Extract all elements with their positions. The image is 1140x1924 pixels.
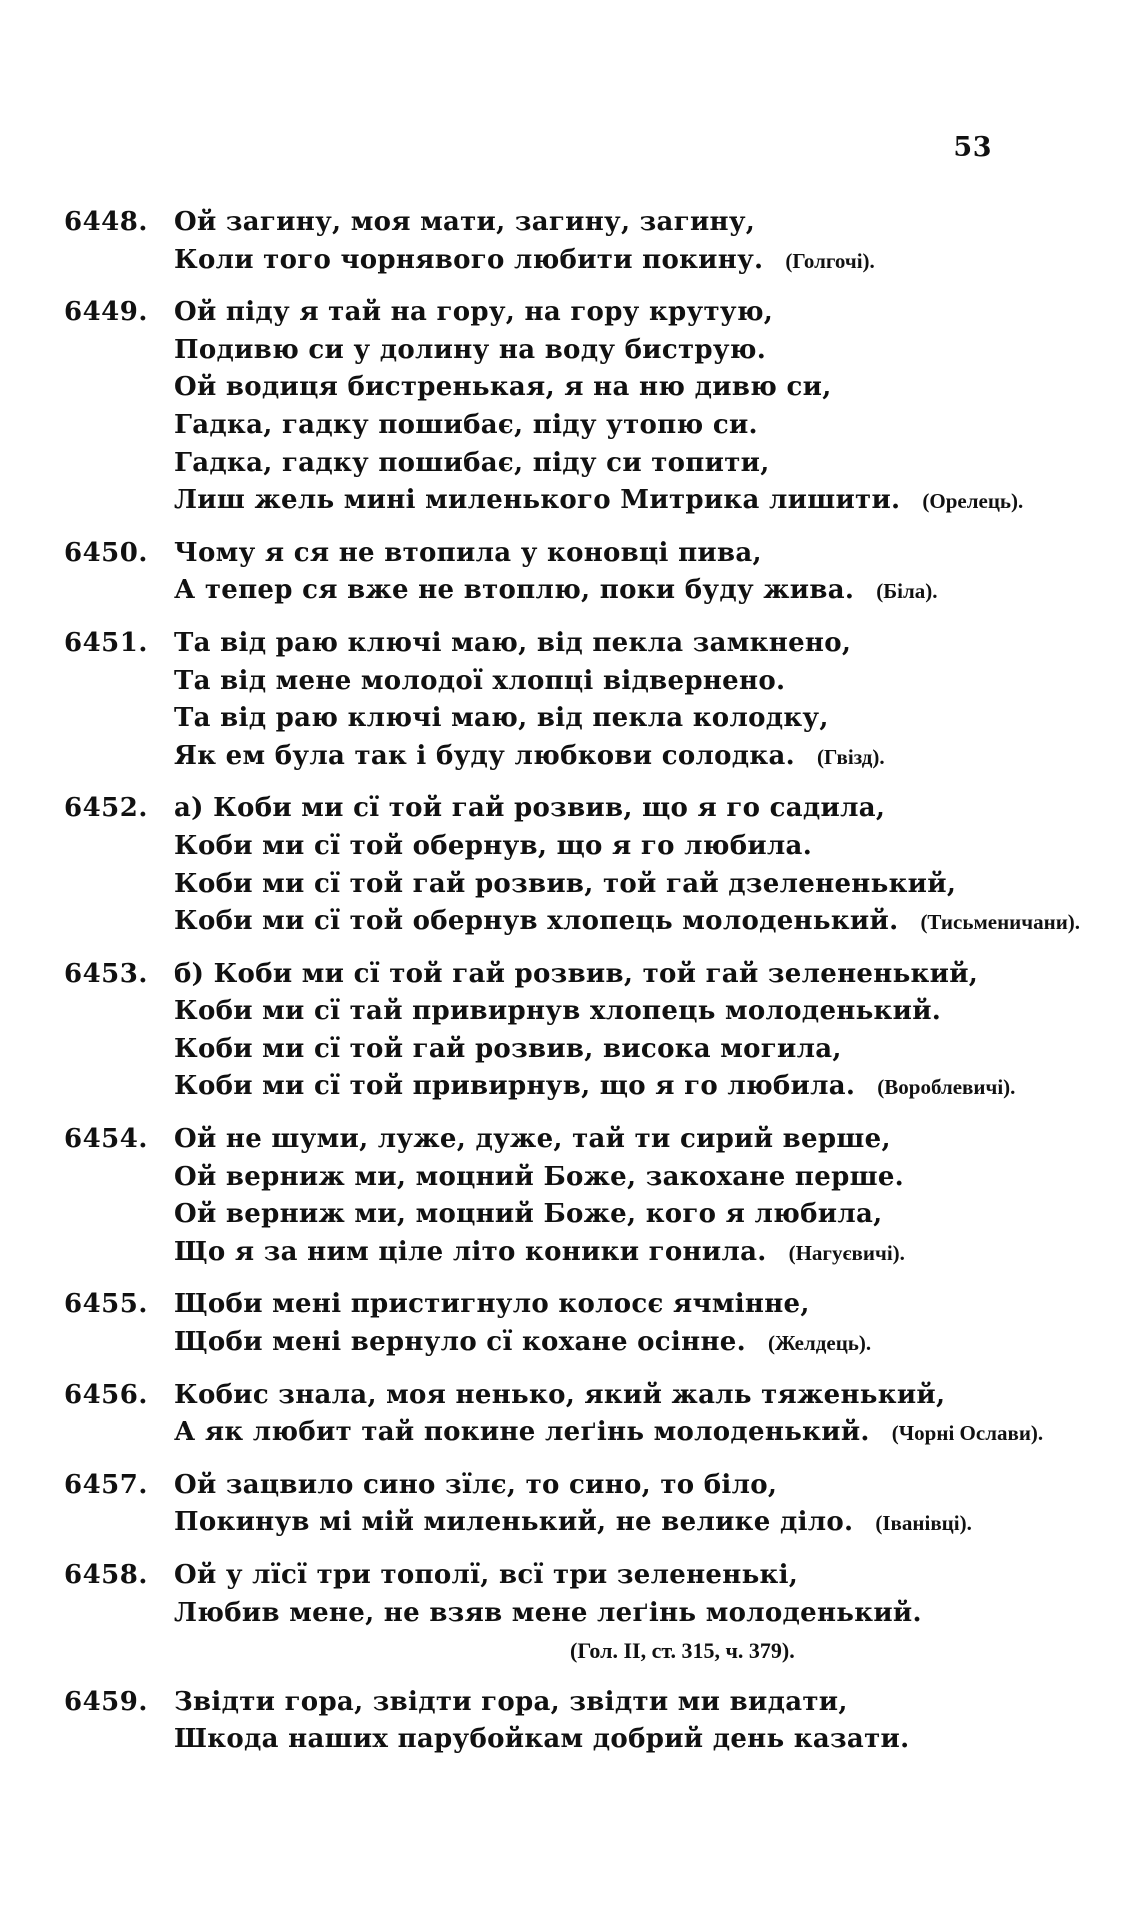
verse-line — [174, 1286, 1084, 1324]
verse-line-text: Чому я ся не втопила у коновці пива, — [174, 537, 762, 568]
verse-line-text: Ой верниж ми, моцний Боже, закохане перше. — [174, 1161, 905, 1192]
verse-line — [174, 1121, 1084, 1159]
place-annotation: (Гвізд). — [816, 744, 885, 769]
verse-line — [174, 1159, 1084, 1197]
verse-line-text: Та від раю ключі маю, від пекла замкнено, — [174, 627, 852, 658]
entry-verse — [174, 1684, 1084, 1759]
verse-line-text: А як любит тай покине леґінь молоденький. — [174, 1417, 870, 1448]
place-annotation: (Чорні Ослави). — [891, 1421, 1044, 1446]
place-annotation: (Желдець). — [767, 1331, 872, 1356]
verse-line — [174, 1504, 1084, 1543]
verse-line-text: Ой верниж ми, моцний Боже, кого я любила, — [174, 1199, 883, 1230]
song-entry — [64, 1684, 1084, 1759]
place-annotation: (Тисьменичани). — [920, 910, 1081, 935]
place-annotation: (Орелець). — [922, 489, 1024, 514]
entry-number: 6454. — [64, 1124, 148, 1155]
entry-number: 6448. — [64, 207, 148, 237]
place-annotation: (Нагуєвичі). — [788, 1240, 905, 1265]
verse-line — [174, 1196, 1084, 1234]
verse-line-text: Звідти гора, звідти гора, звідти ми видати, — [174, 1686, 848, 1717]
song-entry — [64, 625, 1084, 776]
verse-line-text: Любив мене, не взяв мене леґінь молоденький. — [174, 1597, 922, 1628]
verse-line-text: Покинув мі мій миленький, не велике діло. — [174, 1507, 854, 1538]
verse-line-text: а) Коби ми сї той гай розвив, що я го садила, — [174, 793, 886, 824]
entry-number: 6451. — [64, 627, 148, 658]
entry-number: 6450. — [64, 537, 148, 568]
verse-line-text: Кобис знала, моя ненько, який жаль тяженький, — [174, 1379, 946, 1410]
verse-line-text: Гадка, гадку пошибає, піду утопю си. — [174, 409, 758, 440]
verse-line-text: Ой загину, моя мати, загину, загину, — [174, 207, 756, 237]
entry-verse — [174, 1121, 1084, 1272]
verse-line — [174, 445, 1084, 483]
entry-number: 6459. — [64, 1686, 148, 1717]
verse-line — [174, 294, 1084, 332]
verse-line — [174, 1557, 1084, 1595]
song-entry — [64, 1121, 1084, 1272]
verse-line-text: Щоби мені пристигнуло колосє ячмінне, — [174, 1289, 810, 1320]
entry-number: 6456. — [64, 1379, 148, 1410]
verse-line — [174, 903, 1084, 942]
entry-verse — [174, 204, 1084, 280]
verse-line — [174, 1068, 1084, 1107]
verse-line-text: А тепер ся вже не втоплю, поки буду жива. — [174, 575, 855, 606]
verse-line-text: б) Коби ми сї той гай розвив, той гай зелененький, — [174, 958, 979, 989]
entry-number: 6458. — [64, 1560, 148, 1590]
verse-line — [174, 482, 1084, 521]
page-number: 53 — [953, 132, 992, 163]
song-entry — [64, 1557, 1084, 1670]
verse-line — [174, 790, 1084, 828]
entry-number: 6457. — [64, 1469, 148, 1500]
verse-line — [174, 1684, 1084, 1722]
verse-line-text: Коби ми сї той гай розвив, висока могила, — [174, 1033, 842, 1064]
song-entries — [64, 204, 1084, 1773]
entry-number: 6453. — [64, 958, 148, 989]
verse-line — [174, 956, 1084, 994]
song-entry — [64, 294, 1084, 521]
verse-line-text: Коби ми сї той привирнув, що я го любила. — [174, 1071, 856, 1102]
place-annotation: (Голгочі). — [785, 248, 875, 273]
song-entry — [64, 1286, 1084, 1362]
verse-line — [174, 1721, 1084, 1759]
song-entry — [64, 204, 1084, 280]
verse-line-text: Та від раю ключі маю, від пекла колодку, — [174, 703, 829, 734]
verse-line-text: Коби ми сї той обернув, що я го любила. — [174, 830, 813, 861]
verse-line-text: Подивю си у долину на воду биструю. — [174, 334, 767, 365]
verse-line — [174, 866, 1084, 904]
song-entry — [64, 1377, 1084, 1453]
verse-line-text: Коби ми сї тай привирнув хлопець молоденький. — [174, 996, 942, 1027]
verse-line-text: Шкода наших парубойкам добрий день казати. — [174, 1724, 910, 1755]
verse-line — [174, 242, 1084, 281]
verse-line — [174, 663, 1084, 701]
verse-line — [174, 332, 1084, 370]
verse-line-text: Щоби мені вернуло сї кохане осінне. — [174, 1327, 746, 1358]
song-entry — [64, 535, 1084, 611]
verse-line-text: Ой зацвило сино зїлє, то сино, то біло, — [174, 1469, 778, 1500]
verse-line — [174, 1234, 1084, 1273]
verse-line-text: Ой водиця бистренькая, я на ню дивю си, — [174, 372, 832, 403]
entry-number: 6455. — [64, 1289, 148, 1320]
verse-line — [174, 204, 1084, 242]
entry-verse — [174, 790, 1084, 941]
verse-line-text: Ой у лїсї три тополї, всї три зелененькі, — [174, 1560, 799, 1590]
verse-line-text: Коби ми сї той обернув хлопець молоденький. — [174, 906, 899, 937]
verse-line-text: Як ем була так і буду любкови солодка. — [174, 740, 795, 771]
verse-line-text: Ой піду я тай на гору, на гору крутую, — [174, 297, 774, 328]
entry-verse — [174, 294, 1084, 521]
verse-line — [174, 700, 1084, 738]
entry-verse — [174, 1377, 1084, 1453]
entry-verse — [174, 1557, 1084, 1670]
song-entry — [64, 956, 1084, 1107]
verse-line — [174, 1377, 1084, 1415]
verse-line-text: Та від мене молодої хлопці відвернено. — [174, 665, 786, 696]
entry-number: 6452. — [64, 793, 148, 824]
verse-line — [174, 1595, 1084, 1633]
verse-line-text: Що я за ним ціле літо коники гонила. — [174, 1236, 767, 1267]
source-reference: (Гол. II, ст. 315, ч. 379). — [570, 1638, 795, 1664]
verse-line — [174, 1414, 1084, 1453]
entry-verse — [174, 535, 1084, 611]
verse-line — [174, 993, 1084, 1031]
verse-line — [174, 738, 1084, 777]
verse-line — [174, 1324, 1084, 1363]
verse-line — [174, 572, 1084, 611]
verse-line — [174, 407, 1084, 445]
song-entry — [64, 1467, 1084, 1543]
entry-number: 6449. — [64, 297, 148, 328]
verse-line-text: Коби ми сї той гай розвив, той гай дзелененький, — [174, 868, 957, 899]
verse-line — [174, 369, 1084, 407]
verse-line-text: Гадка, гадку пошибає, піду си топити, — [174, 447, 770, 478]
place-annotation: (Іванівці). — [875, 1511, 972, 1536]
verse-line — [174, 1031, 1084, 1069]
entry-verse — [174, 625, 1084, 776]
place-annotation: (Біла). — [876, 579, 938, 604]
place-annotation: (Вороблевичі). — [877, 1075, 1016, 1100]
song-entry — [64, 790, 1084, 941]
entry-verse — [174, 1467, 1084, 1543]
verse-line-text: Ой не шуми, луже, дуже, тай ти сирий верше, — [174, 1124, 891, 1155]
verse-line — [174, 1467, 1084, 1505]
verse-line — [174, 828, 1084, 866]
entry-verse — [174, 956, 1084, 1107]
verse-line-text: Коли того чорнявого любити покину. — [174, 244, 764, 275]
verse-line — [174, 625, 1084, 663]
verse-line-text: Лиш жель мині миленького Митрика лишити. — [174, 485, 901, 516]
entry-verse — [174, 1286, 1084, 1362]
verse-line — [174, 535, 1084, 573]
